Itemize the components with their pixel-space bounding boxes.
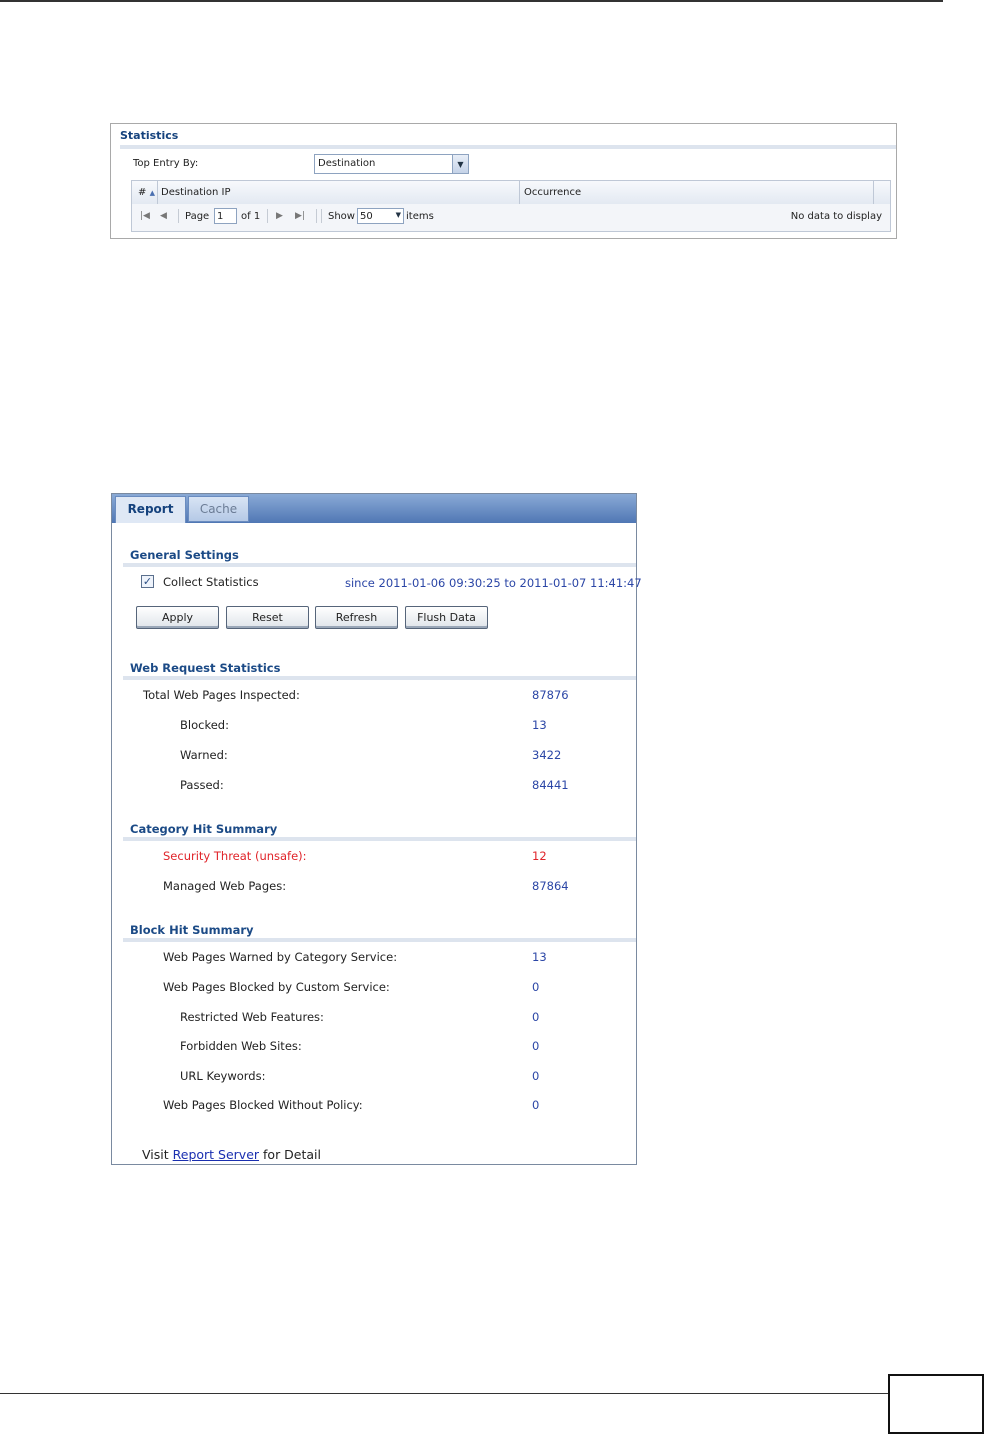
chevron-down-icon[interactable]: ▼ [452,155,468,173]
blocked-without-policy-label: Web Pages Blocked Without Policy: [163,1098,363,1112]
tab-bar [112,494,636,523]
security-threat-label: Security Threat (unsafe): [163,849,307,863]
blocked-by-custom-value: 0 [532,980,540,994]
refresh-button[interactable]: Refresh [315,606,398,629]
page-size-select[interactable] [357,208,404,224]
pagination-toolbar [132,204,890,231]
managed-web-pages-value: 87864 [532,879,569,893]
blocked-value: 13 [532,718,547,732]
page-count-label: of 1 [241,211,261,222]
total-inspected-label: Total Web Pages Inspected: [143,688,300,702]
apply-button[interactable]: Apply [136,606,219,629]
passed-label: Passed: [180,778,224,792]
column-header-destination-ip[interactable]: Destination IP [161,187,231,198]
statistics-title: Statistics [120,129,179,142]
visit-prefix: Visit [142,1147,169,1162]
toolbar-separator [267,209,268,223]
last-page-icon[interactable]: ▶| [295,211,305,221]
page-number-box [888,1374,984,1434]
check-icon: ✓ [142,575,153,588]
section-divider [120,145,896,149]
collect-statistics-label: Collect Statistics [163,575,259,589]
statistics-table [131,180,891,232]
tab-cache[interactable]: Cache [188,496,249,522]
collect-statistics-checkbox[interactable] [141,575,154,588]
top-entry-label: Top Entry By: [133,158,199,169]
report-server-footer [142,1147,321,1162]
previous-page-icon[interactable]: ◀ [160,211,167,221]
section-divider [123,837,636,841]
page-label: Page [185,211,210,222]
passed-value: 84441 [532,778,569,792]
visit-suffix: for Detail [263,1147,321,1162]
chevron-down-icon[interactable]: ▼ [395,211,401,219]
report-server-link[interactable]: Report Server [172,1147,260,1162]
restricted-features-value: 0 [532,1010,540,1024]
page-number-input[interactable]: 1 [214,208,237,224]
page-bottom-rule [0,1393,888,1394]
section-divider [123,563,636,567]
show-label: Show [328,211,355,222]
forbidden-sites-value: 0 [532,1039,540,1053]
restricted-features-label: Restricted Web Features: [180,1010,324,1024]
statistics-panel [110,123,897,239]
column-header-occurrence[interactable]: Occurrence [524,187,582,198]
web-request-statistics-title: Web Request Statistics [130,661,281,675]
items-label: items [406,211,434,222]
reset-button[interactable]: Reset [226,606,309,629]
column-header-index[interactable]: # ▲ [138,187,155,198]
blocked-label: Blocked: [180,718,229,732]
general-settings-title: General Settings [130,548,239,562]
first-page-icon[interactable]: |◀ [140,211,150,221]
section-divider [123,676,636,680]
warned-by-category-label: Web Pages Warned by Category Service: [163,950,398,964]
forbidden-sites-label: Forbidden Web Sites: [180,1039,302,1053]
section-divider [123,938,636,942]
tab-report[interactable]: Report [115,496,186,523]
table-header [132,181,890,205]
top-entry-select[interactable] [314,154,469,174]
report-panel [111,493,642,1165]
warned-by-category-value: 13 [532,950,547,964]
blocked-without-policy-value: 0 [532,1098,540,1112]
category-hit-summary-title: Category Hit Summary [130,822,278,836]
collection-period: since 2011-01-06 09:30:25 to 2011-01-07 11:41:47 [345,576,642,590]
managed-web-pages-label: Managed Web Pages: [163,879,287,893]
total-inspected-value: 87876 [532,688,569,702]
url-keywords-label: URL Keywords: [180,1069,266,1083]
flush-data-button[interactable]: Flush Data [405,606,488,629]
next-page-icon[interactable]: ▶ [276,211,283,221]
column-separator [157,181,158,204]
block-hit-summary-title: Block Hit Summary [130,923,254,937]
empty-table-message: No data to display [790,211,882,222]
warned-label: Warned: [180,748,228,762]
toolbar-separator [316,209,317,223]
column-separator [519,181,520,204]
page-top-rule [0,0,943,2]
top-entry-value: Destination [318,158,376,169]
page-size-value: 50 [360,211,373,222]
sort-ascending-icon: ▲ [149,189,155,197]
security-threat-value: 12 [532,849,547,863]
toolbar-separator [178,209,179,223]
toolbar-separator [321,209,322,223]
blocked-by-custom-label: Web Pages Blocked by Custom Service: [163,980,390,994]
column-separator [873,181,874,204]
url-keywords-value: 0 [532,1069,540,1083]
warned-value: 3422 [532,748,562,762]
